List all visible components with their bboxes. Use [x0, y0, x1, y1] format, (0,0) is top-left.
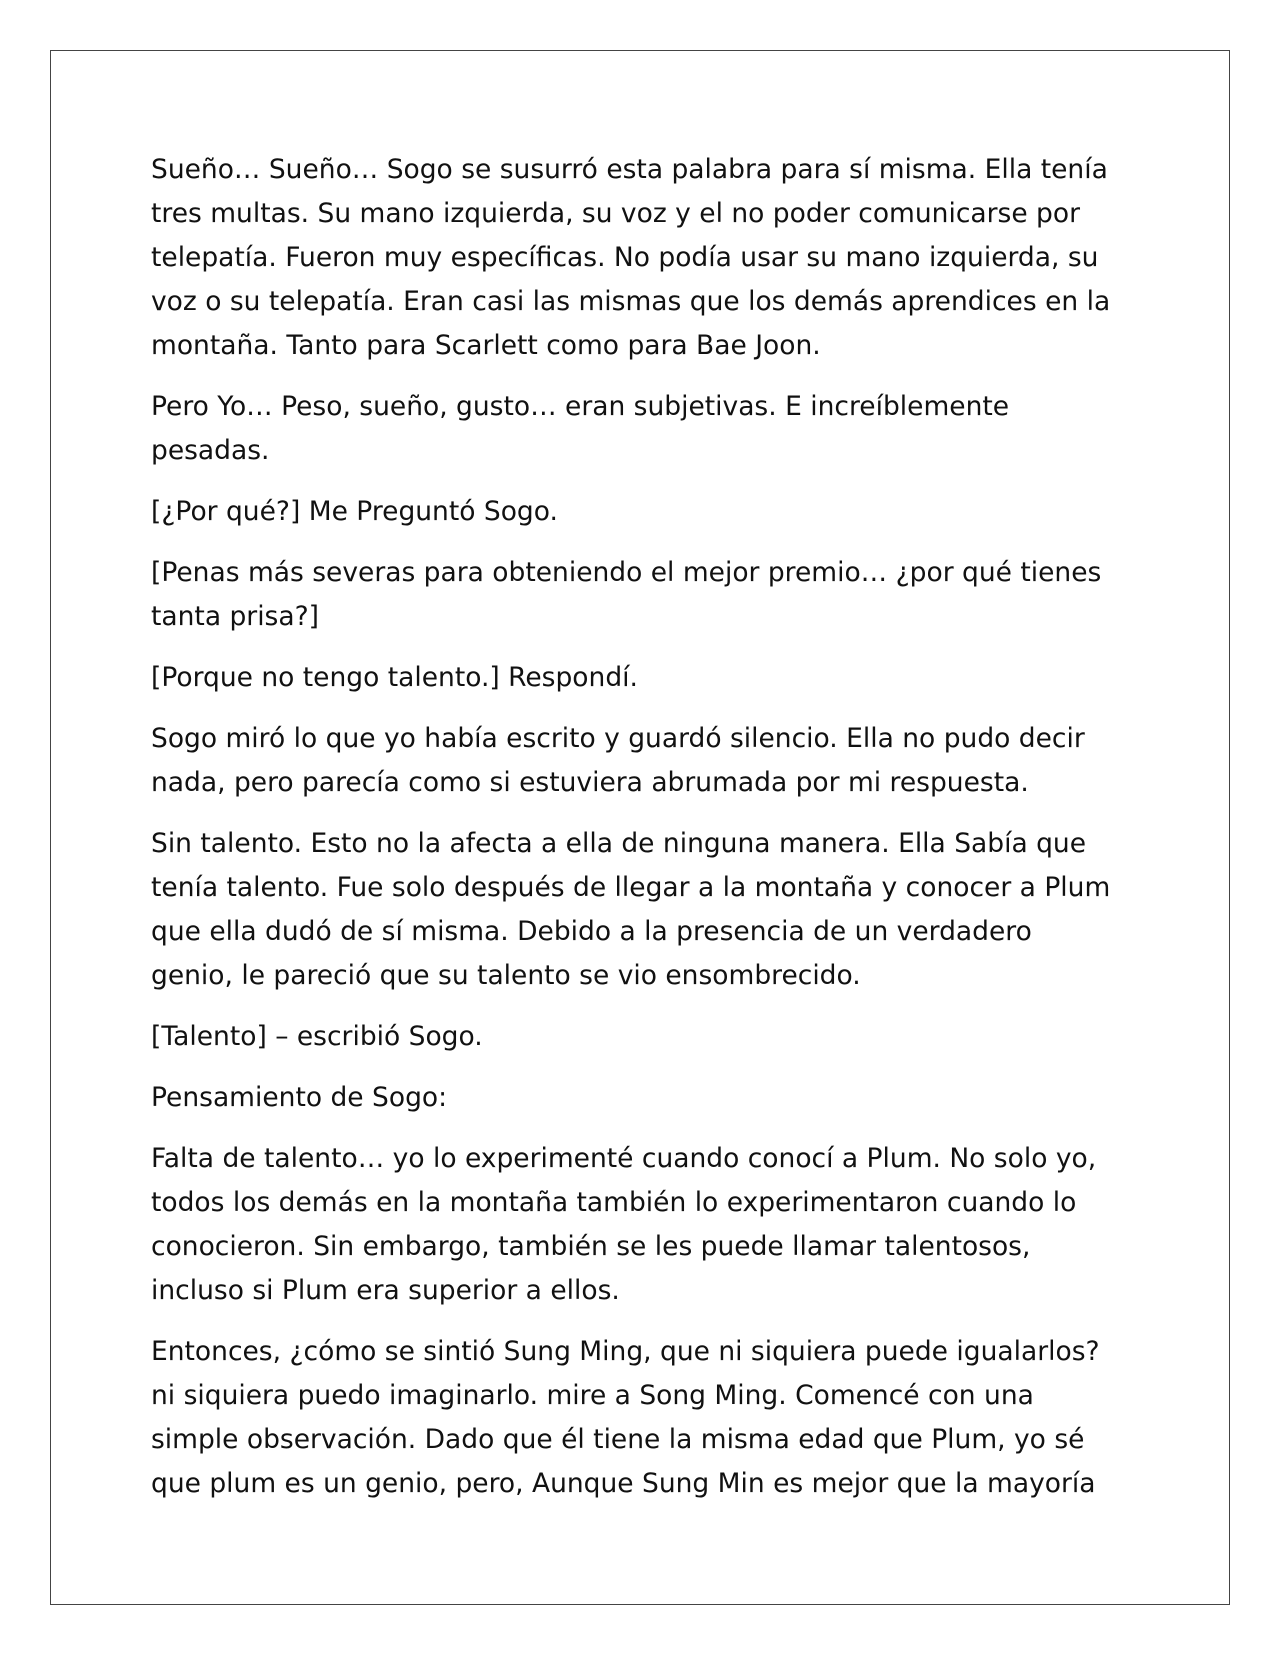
- paragraph: [151, 656, 1151, 700]
- text-line: [Talento] – escribió Sogo.: [151, 1021, 483, 1052]
- text-line: nada, pero parecía como si estuviera abrumada por mi respuesta.: [151, 767, 1029, 798]
- paragraph: [151, 385, 1151, 473]
- text-line: Falta de talento… yo lo experimenté cuando conocí a Plum. No solo yo,: [151, 1143, 1097, 1174]
- paragraph: [151, 1015, 1151, 1059]
- text-line: tanta prisa?]: [151, 601, 320, 632]
- text-line: tenía talento. Fue solo después de llegar a la montaña y conocer a Plum: [151, 872, 1111, 903]
- paragraph: [151, 1076, 1151, 1120]
- text-line: incluso si Plum era superior a ellos.: [151, 1275, 620, 1306]
- text-line: todos los demás en la montaña también lo experimentaron cuando lo: [151, 1187, 1077, 1218]
- text-line: que plum es un genio, pero, Aunque Sung Min es mejor que la mayoría: [151, 1468, 1096, 1499]
- text-line: [Porque no tengo talento.] Respondí.: [151, 662, 638, 693]
- text-line: genio, le pareció que su talento se vio ensombrecido.: [151, 960, 861, 991]
- document-body: [151, 148, 1151, 1523]
- text-line: Entonces, ¿cómo se sintió Sung Ming, que ni siquiera puede igualarlos?: [151, 1336, 1100, 1367]
- text-line: Sueño… Sueño… Sogo se susurró esta palabra para sí misma. Ella tenía: [151, 154, 1108, 185]
- paragraph: [151, 1330, 1151, 1506]
- text-line: que ella dudó de sí misma. Debido a la presencia de un verdadero: [151, 916, 1032, 947]
- paragraph: [151, 822, 1151, 998]
- text-line: Sin talento. Esto no la afecta a ella de ninguna manera. Ella Sabía que: [151, 828, 1087, 859]
- text-line: tres multas. Su mano izquierda, su voz y el no poder comunicarse por: [151, 198, 1080, 229]
- paragraph: [151, 551, 1151, 639]
- text-line: telepatía. Fueron muy específicas. No podía usar su mano izquierda, su: [151, 242, 1099, 273]
- paragraph: [151, 148, 1151, 368]
- text-line: montaña. Tanto para Scarlett como para Bae Joon.: [151, 330, 821, 361]
- text-line: [¿Por qué?] Me Preguntó Sogo.: [151, 496, 558, 527]
- text-line: Pensamiento de Sogo:: [151, 1082, 448, 1113]
- text-line: conocieron. Sin embargo, también se les puede llamar talentosos,: [151, 1231, 1031, 1262]
- text-line: ni siquiera puedo imaginarlo. mire a Song Ming. Comencé con una: [151, 1380, 1034, 1411]
- text-line: simple observación. Dado que él tiene la misma edad que Plum, yo sé: [151, 1424, 1085, 1455]
- paragraph: [151, 717, 1151, 805]
- text-line: Sogo miró lo que yo había escrito y guardó silencio. Ella no pudo decir: [151, 723, 1085, 754]
- paragraph: [151, 490, 1151, 534]
- text-line: [Penas más severas para obteniendo el mejor premio… ¿por qué tienes: [151, 557, 1102, 588]
- text-line: voz o su telepatía. Eran casi las mismas que los demás aprendices en la: [151, 286, 1111, 317]
- text-line: Pero Yo… Peso, sueño, gusto… eran subjetivas. E increíblemente: [151, 391, 1010, 422]
- text-line: pesadas.: [151, 435, 270, 466]
- paragraph: [151, 1137, 1151, 1313]
